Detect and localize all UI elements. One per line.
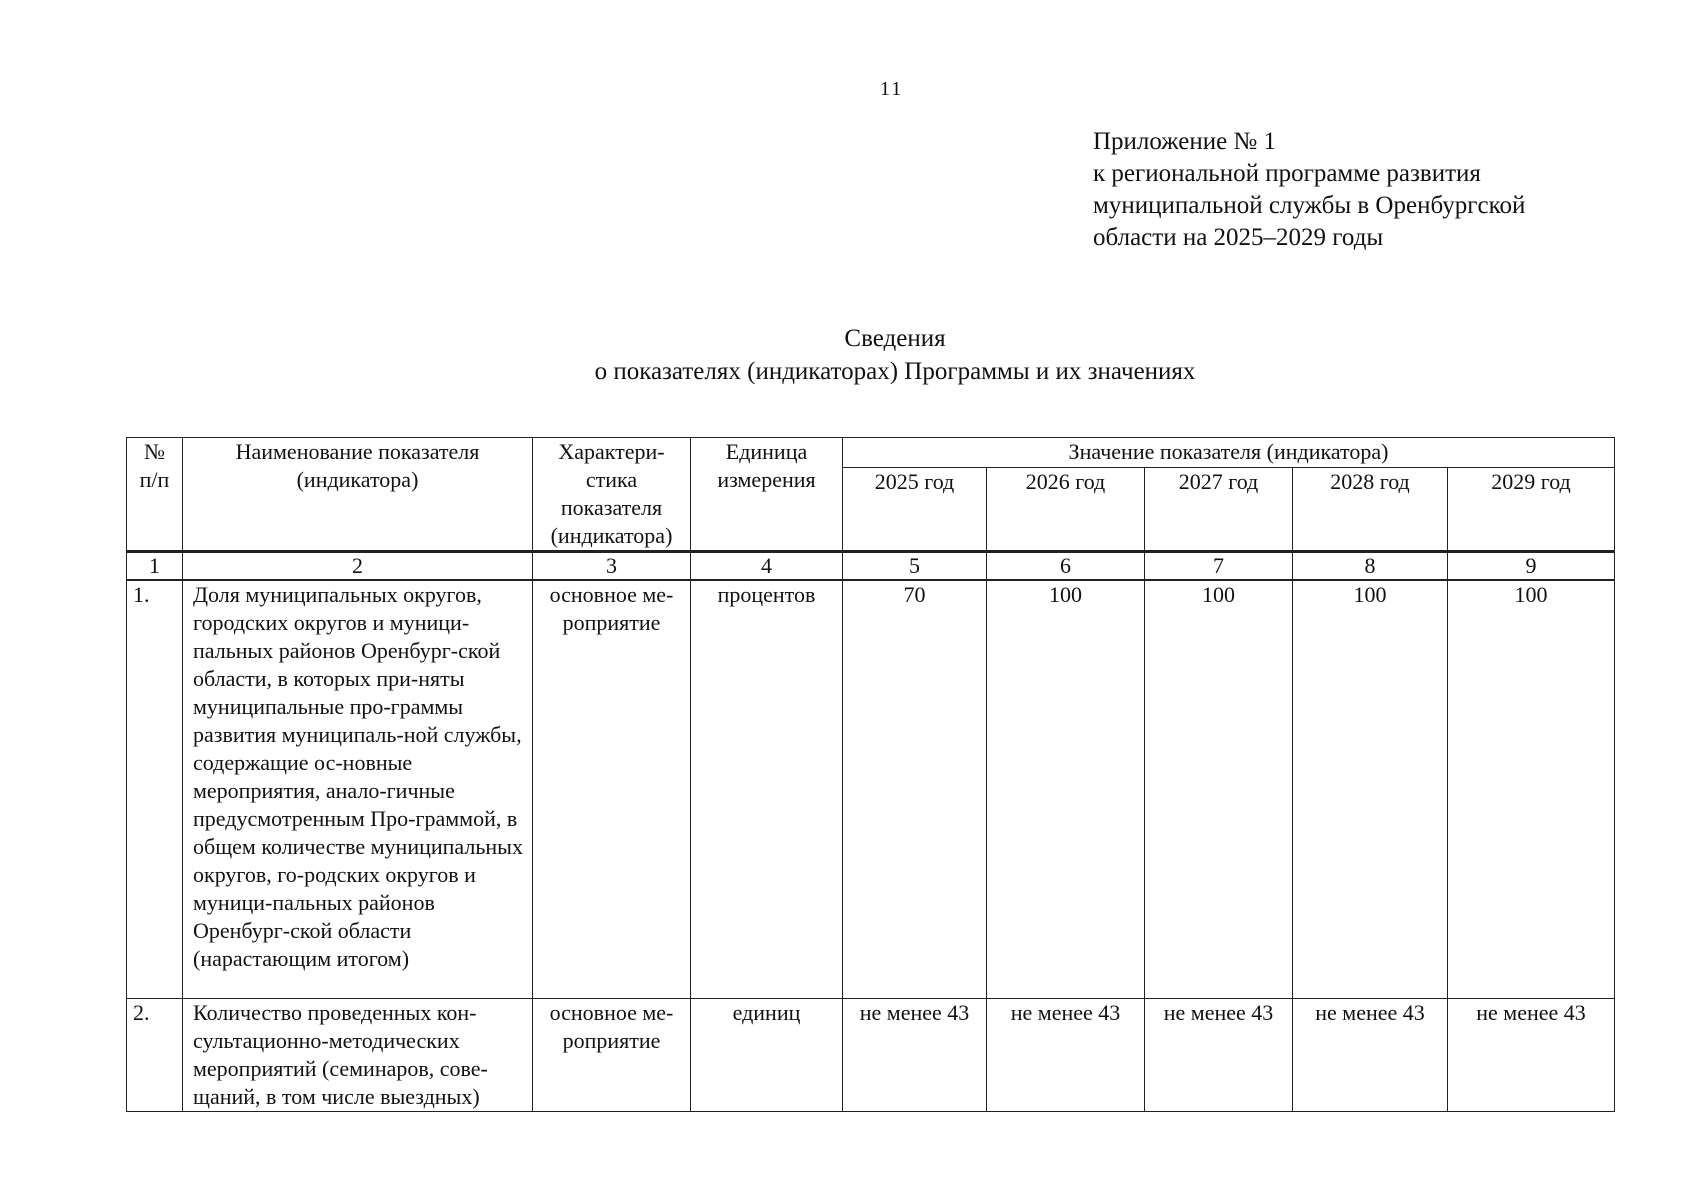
title-line-2: о показателях (индикаторах) Программы и их значениях bbox=[594, 358, 1196, 385]
column-number: 3 bbox=[533, 552, 691, 581]
table-row bbox=[127, 998, 1615, 1111]
header-characteristic: Характери-стика показателя (индикатора) bbox=[533, 438, 691, 552]
indicator-value: не менее 43 bbox=[1293, 998, 1448, 1111]
page-number: 11 bbox=[880, 78, 904, 100]
appendix-line: Приложение № 1 bbox=[1093, 128, 1277, 155]
column-number: 9 bbox=[1448, 552, 1615, 581]
column-number: 2 bbox=[183, 552, 533, 581]
appendix-heading bbox=[1093, 126, 1525, 254]
indicator-value: не менее 43 bbox=[1145, 998, 1293, 1111]
row-number: 2. bbox=[127, 998, 183, 1111]
header-name: Наименование показателя (индикатора) bbox=[183, 438, 533, 552]
column-number: 1 bbox=[127, 552, 183, 581]
column-number: 8 bbox=[1293, 552, 1448, 581]
indicator-value: не менее 43 bbox=[843, 998, 987, 1111]
indicator-value: 100 bbox=[987, 580, 1145, 998]
indicator-value: не менее 43 bbox=[987, 998, 1145, 1111]
header-row bbox=[127, 438, 1615, 468]
header-year: 2029 год bbox=[1448, 467, 1615, 551]
column-numbers-row bbox=[127, 552, 1615, 581]
table-row bbox=[127, 580, 1615, 998]
header-year: 2027 год bbox=[1145, 467, 1293, 551]
indicator-characteristic: основное ме-роприятие bbox=[533, 580, 691, 998]
indicator-value: 70 bbox=[843, 580, 987, 998]
indicator-unit: процентов bbox=[691, 580, 843, 998]
indicator-characteristic: основное ме-роприятие bbox=[533, 998, 691, 1111]
appendix-line: к региональной программе развития bbox=[1093, 160, 1481, 187]
header-year: 2025 год bbox=[843, 467, 987, 551]
indicators-table bbox=[126, 437, 1615, 1112]
indicator-name: Доля муниципальных округов, городских округов и муници-пальных районов Оренбург-ской области, в которых при-няты муниципальные про-граммы развития муниципаль-ной службы, содержащие ос-новные мероприятия, анало-гичные предусмотренным Про-граммой, в общем количестве муниципальных округов, го-родских округов и муници-пальных районов Оренбург-ской области (нарастающим итогом) bbox=[183, 580, 533, 998]
column-number: 6 bbox=[987, 552, 1145, 581]
document-title bbox=[0, 322, 1689, 388]
header-year: 2026 год bbox=[987, 467, 1145, 551]
appendix-line: муниципальной службы в Оренбургской bbox=[1093, 192, 1526, 219]
column-number: 7 bbox=[1145, 552, 1293, 581]
indicator-value: не менее 43 bbox=[1448, 998, 1615, 1111]
column-number: 5 bbox=[843, 552, 987, 581]
header-value-group: Значение показателя (индикатора) bbox=[843, 438, 1615, 468]
indicator-value: 100 bbox=[1145, 580, 1293, 998]
column-number: 4 bbox=[691, 552, 843, 581]
indicator-value: 100 bbox=[1448, 580, 1615, 998]
header-no: № п/п bbox=[127, 438, 183, 552]
appendix-line: области на 2025–2029 годы bbox=[1093, 224, 1384, 251]
header-year: 2028 год bbox=[1293, 467, 1448, 551]
indicator-value: 100 bbox=[1293, 580, 1448, 998]
indicator-unit: единиц bbox=[691, 998, 843, 1111]
title-line-1: Сведения bbox=[844, 325, 946, 352]
header-unit: Единица измерения bbox=[691, 438, 843, 552]
indicator-name: Количество проведенных кон-сультационно-методических мероприятий (семинаров, сове-щаний, в том числе выездных) bbox=[183, 998, 533, 1111]
row-number: 1. bbox=[127, 580, 183, 998]
